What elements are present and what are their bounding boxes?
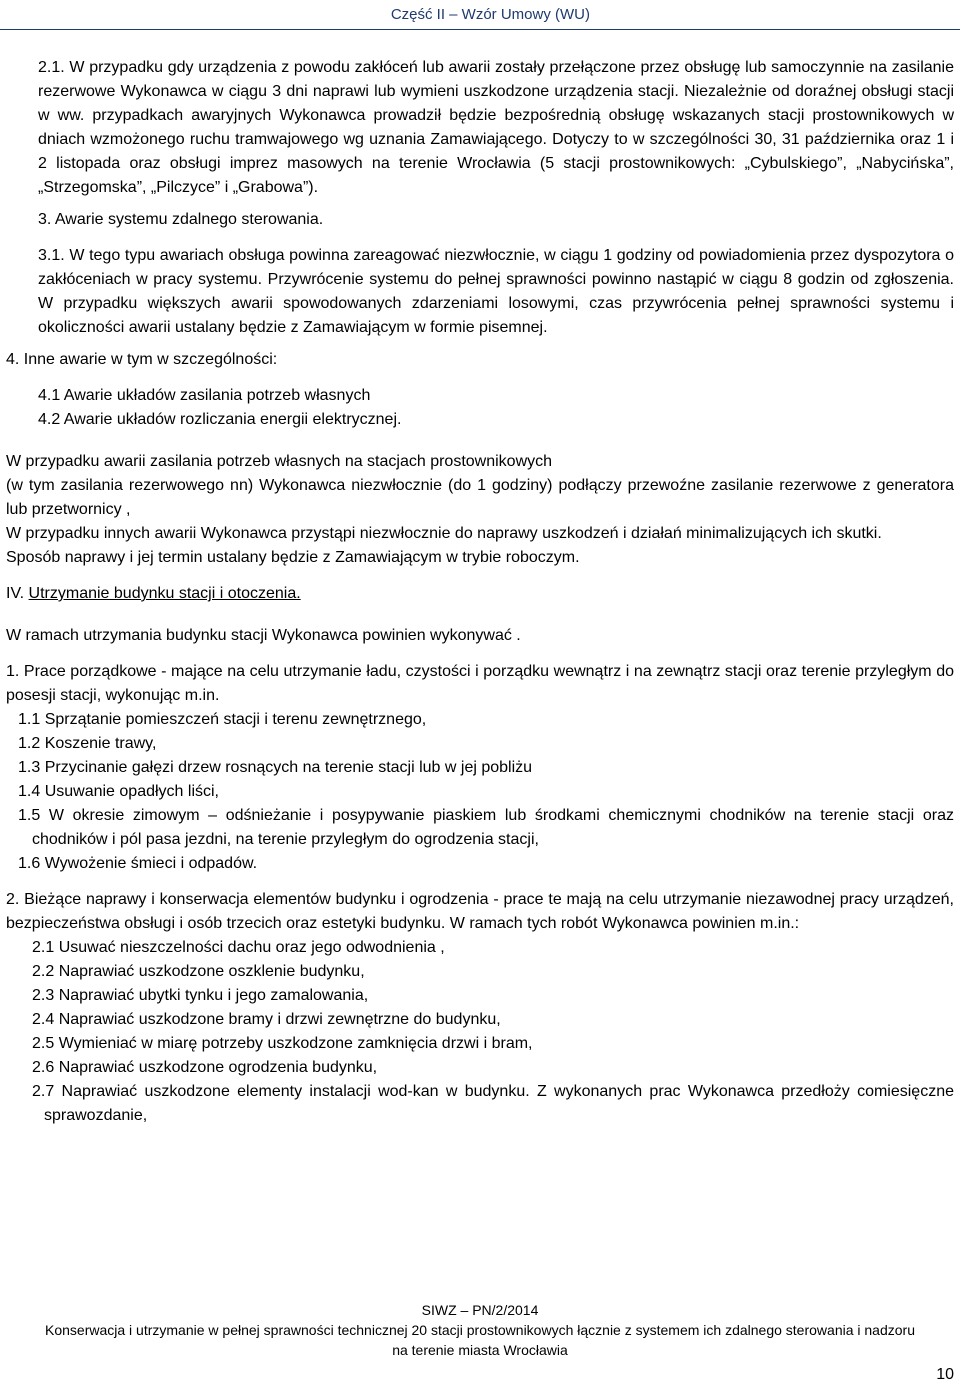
document-body bbox=[6, 56, 954, 1128]
footer-reference: SIWZ – PN/2/2014 bbox=[421, 1302, 539, 1318]
section-iv-title: Utrzymanie budynku stacji i otoczenia. bbox=[28, 585, 301, 602]
section-iv-intro: W ramach utrzymania budynku stacji Wykonawca powinien wykonywać . bbox=[6, 627, 521, 644]
list-item-2-1: 2.1 Usuwać nieszczelności dachu oraz jego odwodnienia , bbox=[32, 939, 445, 956]
list-item-1-4: 1.4 Usuwanie opadłych liści, bbox=[18, 783, 219, 800]
list-item-2-4: 2.4 Naprawiać uszkodzone bramy i drzwi zewnętrzne do budynku, bbox=[32, 1011, 501, 1028]
list-item-1-5: 1.5 W okresie zimowym – odśnieżanie i posypywanie piaskiem lub środkami chemicznymi chodników na terenie stacji oraz chodników i pól pasa jezdni, na terenie przyległym do ogrodzenia stacji, bbox=[18, 807, 954, 848]
header-title: Część II – Wzór Umowy (WU) bbox=[390, 6, 590, 23]
footer-line-1: Konserwacja i utrzymanie w pełnej sprawności technicznej 20 stacji prostownikowych łącznie z systemem ich zdalnego sterowania i nadzoru bbox=[45, 1322, 915, 1338]
paragraph-2-1: 2.1. W przypadku gdy urządzenia z powodu zakłóceń lub awarii zostały przełączone przez obsługę lub samoczynnie na zasilanie rezerwowe Wykonawca w ciągu 3 dni naprawi lub wymieni uszkodzone urządzenia stacji. Niezależnie od doraźnej obsługi stacji w ww. przypadkach awaryjnych Wykonawca prowadził będzie bezpośrednią obsługę wskazanych stacji prostownikowych w dniach wzmożonego ruchu tramwajowego wg uznania Zamawiającego. Dotyczy to w szczególności 30, 31 października oraz 1 i 2 listopada oraz obsługi imprez masowych na terenie Wrocławia (5 stacji prostownikowych: „Cybulskiego”, „Nabycińska”, „Strzegomska”, „Pilczyce” i „Grabowa”). bbox=[38, 59, 954, 196]
list-item-2-3: 2.3 Naprawiać ubytki tynku i jego zamalowania, bbox=[32, 987, 369, 1004]
list-item-4-2: 4.2 Awarie układów rozliczania energii elektrycznej. bbox=[38, 411, 402, 428]
paragraph-power-failure: W przypadku awarii zasilania potrzeb własnych na stacjach prostownikowych bbox=[6, 453, 553, 470]
footer-line-2: na terenie miasta Wrocławia bbox=[392, 1342, 568, 1358]
list-item-2-5: 2.5 Wymieniać w miarę potrzeby uszkodzone zamknięcia drzwi i bram, bbox=[32, 1035, 533, 1052]
paragraph-repair-method: Sposób naprawy i jej termin ustalany będzie z Zamawiającym w trybie roboczym. bbox=[6, 549, 580, 566]
page-header bbox=[0, 2, 960, 30]
paragraph-1-cleaning: 1. Prace porządkowe - mające na celu utrzymanie ładu, czystości i porządku wewnątrz i na zewnątrz stacji oraz terenie przyległym do posesji stacji, wykonując m.in. bbox=[6, 663, 954, 704]
page-number: 10 bbox=[936, 1366, 954, 1383]
paragraph-3-1: 3.1. W tego typu awariach obsługa powinna zareagować niezwłocznie, w ciągu 1 godziny od powiadomienia przez dyspozytora o zakłóceniach w pracy systemu. Przywrócenie systemu do pełnej sprawności powinno nastąpić w ciągu 8 godzin od zgłoszenia. W przypadku większych awarii spowodowanych zdarzeniami losowymi, czas przywrócenia pełnej sprawności systemu i okoliczności awarii ustalany będzie z Zamawiającym w formie pisemnej. bbox=[38, 247, 954, 336]
paragraph-2-repairs: 2. Bieżące naprawy i konserwacja elementów budynku i ogrodzenia - prace te mają na celu utrzymanie niezawodnej pracy urządzeń, bezpieczeństwa obsługi i osób trzecich oraz estetyki budynku. W ramach tych robót Wykonawca powinien m.in.: bbox=[6, 891, 954, 932]
paragraph-backup-power: (w tym zasilania rezerwowego nn) Wykonawca niezwłocznie (do 1 godziny) podłączy przewoźne zasilanie rezerwowe z generatora lub przetwornicy , bbox=[6, 477, 954, 518]
list-item-1-3: 1.3 Przycinanie gałęzi drzew rosnących na terenie stacji lub w jej pobliżu bbox=[18, 759, 533, 776]
list-item-2-2: 2.2 Naprawiać uszkodzone oszklenie budynku, bbox=[32, 963, 365, 980]
list-item-2-7: 2.7 Naprawiać uszkodzone elementy instalacji wod-kan w budynku. Z wykonanych prac Wykonawca przedłoży comiesięczne sprawozdanie, bbox=[32, 1083, 954, 1124]
list-item-1-1: 1.1 Sprzątanie pomieszczeń stacji i terenu zewnętrznego, bbox=[18, 711, 427, 728]
list-item-1-6: 1.6 Wywożenie śmieci i odpadów. bbox=[18, 855, 258, 872]
list-item-2-6: 2.6 Naprawiać uszkodzone ogrodzenia budynku, bbox=[32, 1059, 378, 1076]
list-item-4-1: 4.1 Awarie układów zasilania potrzeb własnych bbox=[38, 387, 371, 404]
section-iv-heading bbox=[6, 582, 954, 606]
section-iv-number: IV. bbox=[6, 585, 29, 602]
header-rule bbox=[0, 29, 960, 30]
heading-3: 3. Awarie systemu zdalnego sterowania. bbox=[38, 211, 324, 228]
paragraph-other-failures: W przypadku innych awarii Wykonawca przystąpi niezwłocznie do naprawy uszkodzeń i działań minimalizujących ich skutki. bbox=[6, 525, 882, 542]
page-footer bbox=[0, 1300, 960, 1360]
list-item-1-2: 1.2 Koszenie trawy, bbox=[18, 735, 157, 752]
heading-4: 4. Inne awarie w tym w szczególności: bbox=[6, 351, 278, 368]
